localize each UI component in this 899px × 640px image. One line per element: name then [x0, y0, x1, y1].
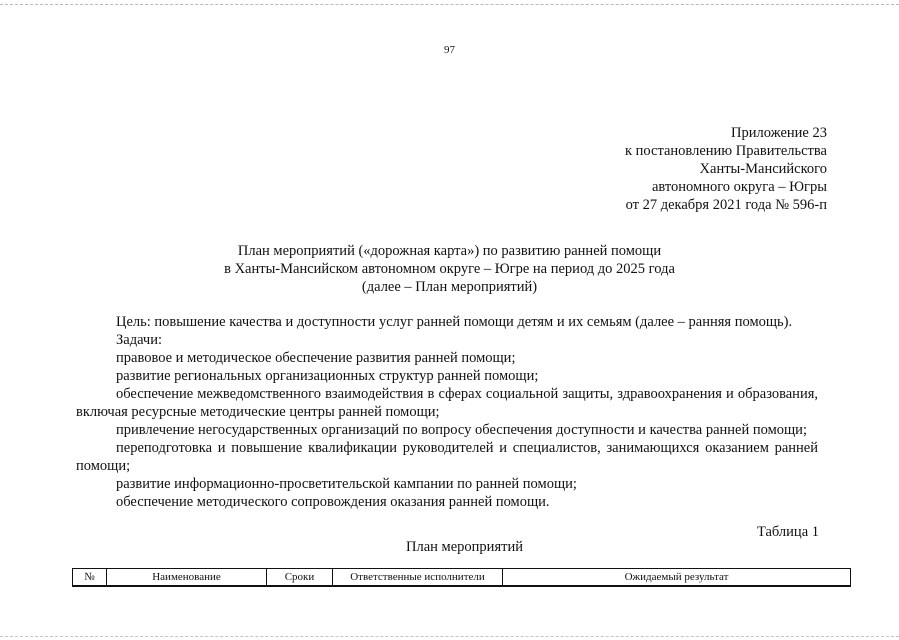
task-item: обеспечение методического сопровождения оказания ранней помощи. [116, 494, 550, 510]
table-header-row [73, 569, 851, 587]
task-item: привлечение негосударственных организаций по вопросу обеспечения доступности и качества ранней помощи; [116, 422, 807, 438]
column-header-result: Ожидаемый результат [503, 569, 851, 587]
task-item: переподготовка и повышение квалификации руководителей и специалистов, занимающихся оказанием ранней помощи; [76, 440, 818, 474]
document-title [0, 242, 899, 296]
column-header-number: № [73, 569, 107, 587]
page-number: 97 [444, 44, 455, 56]
appendix-block [625, 124, 827, 214]
appendix-line: от 27 декабря 2021 года № 596-п [625, 197, 827, 213]
task-item: правовое и методическое обеспечение развития ранней помощи; [116, 350, 516, 366]
title-line: План мероприятий («дорожная карта») по развитию ранней помощи [237, 243, 662, 259]
title-line: (далее – План мероприятий) [361, 279, 538, 295]
column-header-name: Наименование [107, 569, 267, 587]
scan-edge-top [0, 4, 899, 5]
column-header-terms: Сроки [267, 569, 333, 587]
task-item: развитие информационно-просветительской кампании по ранней помощи; [116, 476, 577, 492]
appendix-line: Ханты-Мансийского [699, 161, 827, 177]
events-table [72, 568, 851, 587]
table-label: Таблица 1 [756, 524, 819, 540]
tasks-heading: Задачи: [116, 332, 163, 348]
task-item: обеспечение межведомственного взаимодействия в сферах социальной защиты, здравоохранения и образования, включая ресурсные методические центры ранней помощи; [76, 386, 818, 420]
appendix-line: Приложение 23 [731, 125, 827, 141]
document-body [76, 313, 818, 511]
scan-edge-bottom [0, 636, 899, 637]
title-line: в Ханты-Мансийском автономном округе – Югре на период до 2025 года [224, 261, 675, 277]
task-item: развитие региональных организационных структур ранней помощи; [116, 368, 539, 384]
goal-paragraph: Цель: повышение качества и доступности услуг ранней помощи детям и их семьям (далее – ранняя помощь). [116, 314, 793, 330]
table-title: План мероприятий [406, 539, 523, 555]
appendix-line: к постановлению Правительства [625, 143, 827, 159]
appendix-line: автономного округа – Югры [651, 179, 827, 195]
column-header-executors: Ответственные исполнители [333, 569, 503, 587]
